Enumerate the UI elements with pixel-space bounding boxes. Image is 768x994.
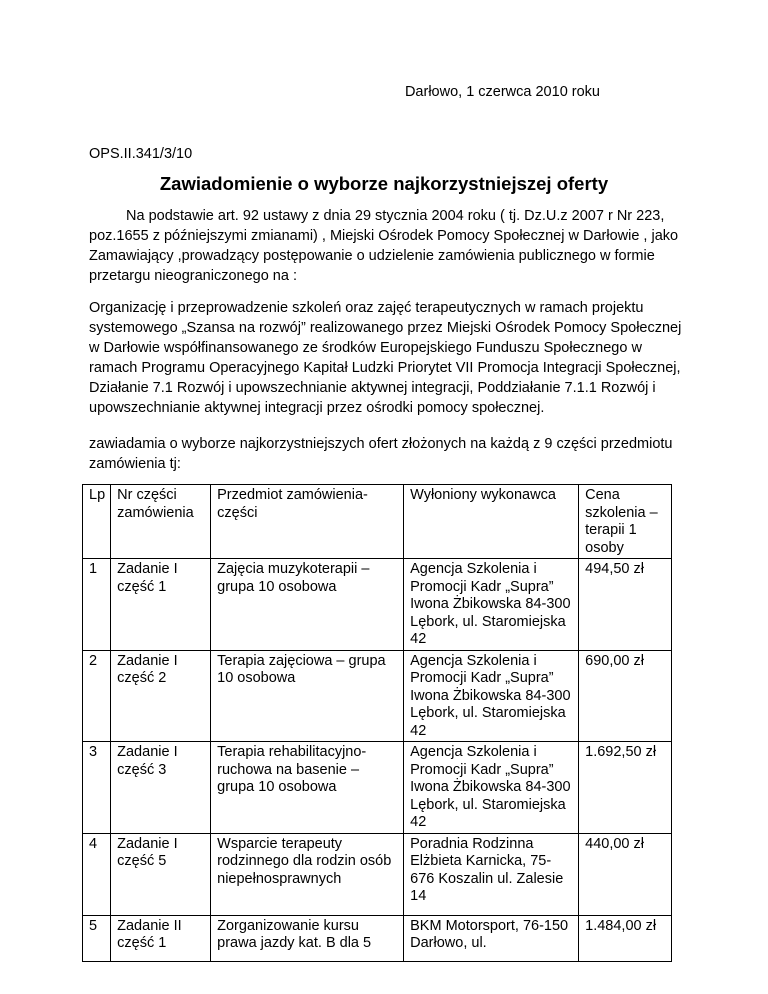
- cell-part: Zadanie I część 3: [111, 742, 211, 834]
- header-subject: Przedmiot zamówienia- części: [211, 485, 404, 559]
- cell-subject: Wsparcie terapeuty rodzinnego dla rodzin osób niepełnosprawnych: [211, 833, 404, 915]
- header-contractor: Wyłoniony wykonawca: [404, 485, 579, 559]
- cell-price: 1.484,00 zł: [579, 915, 672, 961]
- document-title: Zawiadomienie o wyborze najkorzystniejszej oferty: [159, 173, 609, 194]
- cell-part: Zadanie I część 5: [111, 833, 211, 915]
- cell-contractor: Agencja Szkolenia i Promocji Kadr „Supra” Iwona Żbikowska 84-300 Lębork, ul. Staromiejska 42: [404, 559, 579, 651]
- cell-part: Zadanie II część 1: [111, 915, 211, 961]
- cell-contractor: Agencja Szkolenia i Promocji Kadr „Supra” Iwona Żbikowska 84-300 Lębork, ul. Staromiejska 42: [404, 742, 579, 834]
- cell-lp: 4: [83, 833, 111, 915]
- cell-lp: 1: [83, 559, 111, 651]
- cell-contractor: BKM Motorsport, 76-150 Darłowo, ul.: [404, 915, 579, 961]
- table-row: [83, 742, 672, 834]
- cell-subject: Zajęcia muzykoterapii – grupa 10 osobowa: [211, 559, 404, 651]
- table-row: [83, 650, 672, 742]
- header-price: Cena szkolenia – terapii 1 osoby: [579, 485, 672, 559]
- announcement-paragraph: zawiadamia o wyborze najkorzystniejszych ofert złożonych na każdą z 9 części przedmiotu zamówienia tj:: [89, 436, 673, 472]
- cell-lp: 2: [83, 650, 111, 742]
- cell-part: Zadanie I część 2: [111, 650, 211, 742]
- cell-subject: Zorganizowanie kursu prawa jazdy kat. B dla 5: [211, 915, 404, 961]
- cell-price: 690,00 zł: [579, 650, 672, 742]
- table-row: [83, 915, 672, 961]
- table-row: [83, 559, 672, 651]
- cell-part: Zadanie I część 1: [111, 559, 211, 651]
- intro-paragraph: Na podstawie art. 92 ustawy z dnia 29 stycznia 2004 roku ( tj. Dz.U.z 2007 r Nr 223, poz.1655 z późniejszymi zmianami) , Miejski Ośrodek Pomocy Społecznej w Darłowie , jako Zamawiający ,prowadzący postępowanie o udzielenie zamówienia publicznego w formie przetargu nieograniczonego na :: [89, 208, 679, 284]
- subject-paragraph: Organizację i przeprowadzenie szkoleń oraz zajęć terapeutycznych w ramach projektu systemowego „Szansa na rozwój” realizowanego przez Miejski Ośrodek Pomocy Społecznej w Darłowie współfinansowanego ze środków Europejskiego Funduszu Społecznego w ramach Programu Operacyjnego Kapitał Ludzki Priorytet VII Promocja Integracji Społecznej, Działanie 7.1 Rozwój i upowszechnianie aktywnej integracji, Poddziałanie 7.1.1 Rozwój i upowszechnianie aktywnej integracji przez ośrodki pomocy społecznej.: [89, 300, 682, 416]
- cell-lp: 5: [83, 915, 111, 961]
- place-date: Darłowo, 1 czerwca 2010 roku: [404, 84, 600, 100]
- offers-table: [82, 484, 672, 962]
- header-lp: Lp: [83, 485, 111, 559]
- cell-contractor: Poradnia Rodzinna Elżbieta Karnicka, 75-676 Koszalin ul. Zalesie 14: [404, 833, 579, 915]
- cell-price: 1.692,50 zł: [579, 742, 672, 834]
- cell-price: 494,50 zł: [579, 559, 672, 651]
- table-row: [83, 833, 672, 915]
- cell-contractor: Agencja Szkolenia i Promocji Kadr „Supra” Iwona Żbikowska 84-300 Lębork, ul. Staromiejska 42: [404, 650, 579, 742]
- header-part: Nr części zamówienia: [111, 485, 211, 559]
- cell-subject: Terapia rehabilitacyjno-ruchowa na basenie – grupa 10 osobowa: [211, 742, 404, 834]
- cell-price: 440,00 zł: [579, 833, 672, 915]
- cell-subject: Terapia zajęciowa – grupa 10 osobowa: [211, 650, 404, 742]
- reference-number: OPS.II.341/3/10: [89, 146, 193, 162]
- table-header-row: [83, 485, 672, 559]
- cell-lp: 3: [83, 742, 111, 834]
